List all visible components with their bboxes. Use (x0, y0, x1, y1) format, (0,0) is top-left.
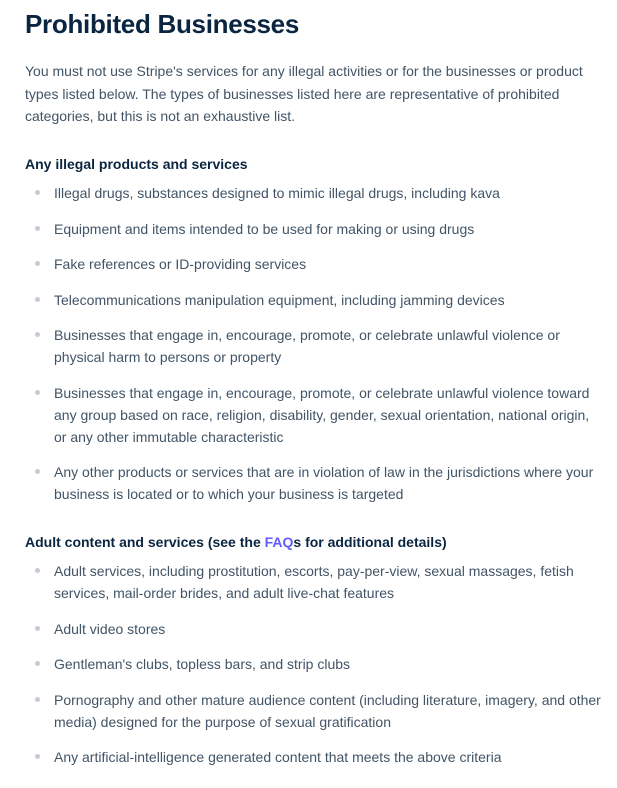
list-item-text: Businesses that engage in, encourage, promote, or celebrate unlawful violence or physical harm to persons or property (54, 327, 560, 365)
bullet-icon (35, 697, 40, 702)
illegal-products-list (25, 182, 605, 519)
list-item-text: Any other products or services that are in violation of law in the jurisdictions where your business is located or to which your business is targeted (54, 464, 594, 502)
adult-content-list (25, 560, 605, 782)
bullet-icon (35, 226, 40, 231)
list-item-text: Equipment and items intended to be used for making or using drugs (54, 220, 475, 237)
list-item (25, 689, 605, 733)
list-item-text: Businesses that engage in, encourage, promote, or celebrate unlawful violence toward any group based on race, religion, disability, gender, sexual orientation, national origin, or any other immutable characteristic (54, 384, 590, 445)
section-heading-adult-content (25, 532, 447, 552)
section-heading-text: Adult content and services (see the (25, 534, 265, 550)
bullet-icon (35, 390, 40, 395)
list-item-text: Gentleman's clubs, topless bars, and strip clubs (54, 656, 351, 672)
list-item (25, 253, 605, 275)
faq-link[interactable]: FAQ (264, 534, 294, 550)
bullet-icon (35, 332, 40, 337)
section-heading-text: s for additional details) (293, 534, 447, 550)
list-item-text: Adult video stores (54, 620, 166, 637)
list-item (25, 182, 605, 204)
list-item-text: Pornography and other mature audience content (including literature, imagery, and other media) designed for the purpose of sexual gratification (54, 691, 601, 730)
bullet-icon (35, 297, 40, 302)
bullet-icon (35, 261, 40, 266)
list-item (25, 746, 605, 768)
bullet-icon (35, 568, 40, 573)
list-item-text: Any artificial-intelligence generated content that meets the above criteria (54, 749, 502, 765)
list-item (25, 382, 605, 448)
section-heading-illegal-products: Any illegal products and services (25, 156, 248, 172)
bullet-icon (35, 661, 40, 666)
list-item-text: Fake references or ID-providing services (54, 256, 307, 272)
bullet-icon (35, 754, 40, 759)
intro-paragraph: You must not use Stripe's services for any illegal activities or for the businesses or product types listed below. The types of businesses listed here are representative of prohibited categories, but this is not an exhaustive list. (25, 63, 583, 124)
list-item (25, 324, 605, 368)
list-item-text: Adult services, including prostitution, escorts, pay-per-view, sexual massages, fetish services, mail-order brides, and adult live-chat features (54, 563, 574, 601)
list-item (25, 218, 605, 240)
bullet-icon (35, 626, 40, 631)
list-item (25, 289, 605, 311)
list-item (25, 653, 605, 675)
bullet-icon (35, 190, 40, 195)
list-item (25, 560, 605, 604)
list-item-text: Telecommunications manipulation equipment, including jamming devices (54, 291, 505, 308)
list-item (25, 618, 605, 640)
bullet-icon (35, 469, 40, 474)
list-item-text: Illegal drugs, substances designed to mimic illegal drugs, including kava (54, 185, 500, 201)
page-title: Prohibited Businesses (25, 9, 300, 39)
list-item (25, 461, 605, 505)
